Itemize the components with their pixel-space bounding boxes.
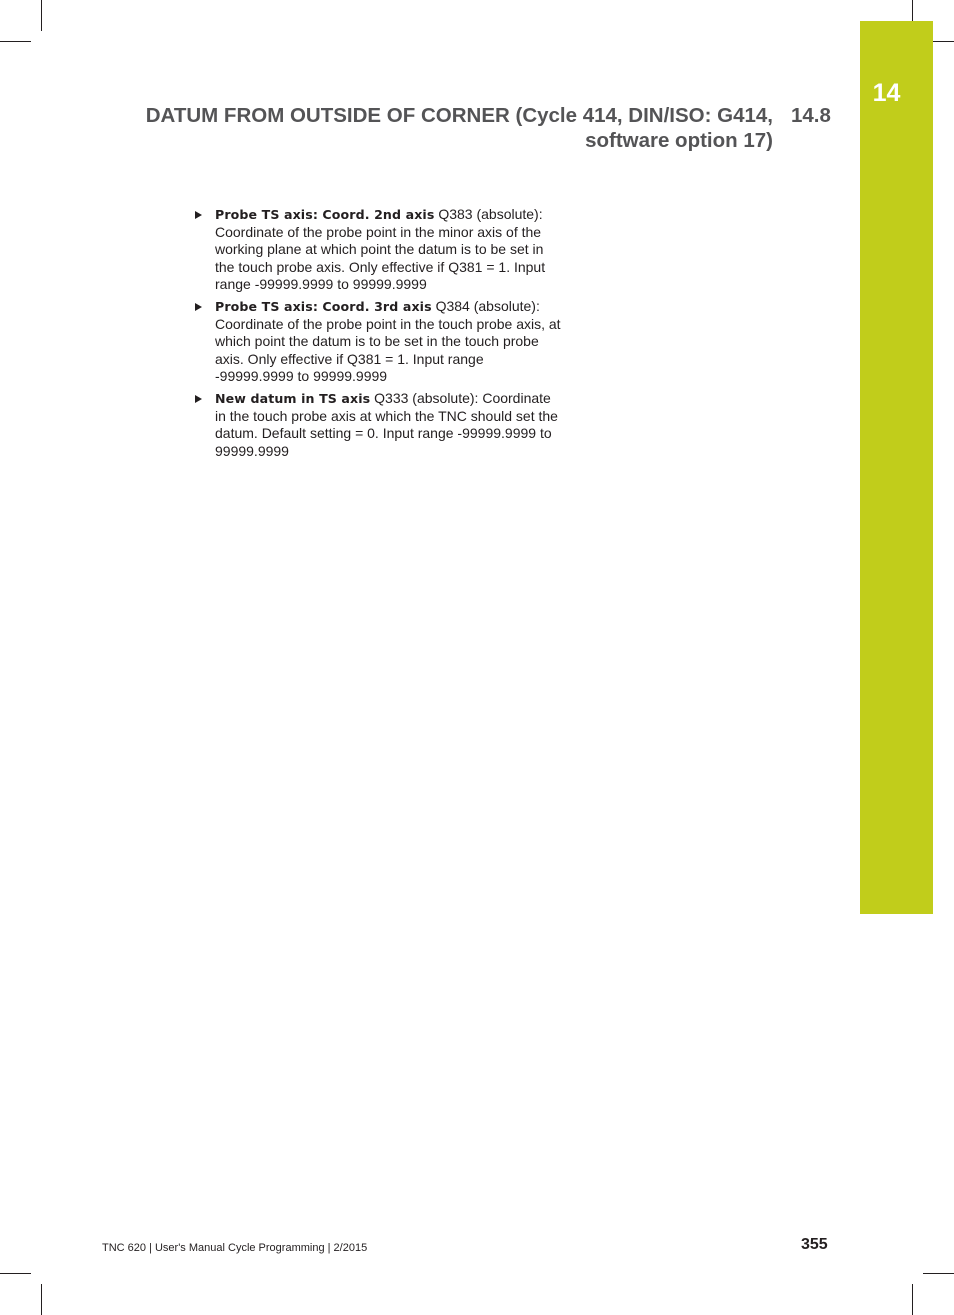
list-item [195,298,565,386]
parameter-name: Probe TS axis: Coord. 2nd axis [215,207,435,222]
crop-mark [912,1284,913,1315]
parameter-name: Probe TS axis: Coord. 3rd axis [215,298,432,314]
page-title-line-1: DATUM FROM OUTSIDE OF CORNER (Cycle 414, DIN/ISO: G414, [145,104,773,127]
crop-mark [0,41,31,42]
page-title-line-2: software option 17) [585,129,773,152]
triangle-bullet-icon [195,395,202,403]
page-number: 355 [801,1236,828,1253]
section-number: 14.8 [791,104,831,127]
chapter-number: 14 [872,79,901,107]
parameter-name: New datum in TS axis [215,390,371,406]
page-title [113,103,773,153]
footer-text: TNC 620 | User's Manual Cycle Programming | 2/2015 [102,1242,368,1254]
triangle-bullet-icon [195,211,202,219]
parameter-description: Q333 (absolute): Coordinate in the touch probe axis at which the TNC should set the datum. Default setting = 0. Input range -99999.9999 to 99999.9999 [215,389,558,459]
crop-mark [0,1273,31,1274]
list-item [195,206,565,294]
parameter-list [195,206,565,464]
parameter-description: Q383 (absolute): Coordinate of the probe point in the minor axis of the working plane at which point the datum is to be set in the touch probe axis. Only effective if Q381 = 1. Input range -99999.9999 to 99999.9999 [215,206,546,293]
crop-mark [41,0,42,31]
list-item [195,390,565,460]
chapter-tab [860,21,933,914]
triangle-bullet-icon [195,303,202,311]
crop-mark [923,1273,954,1274]
crop-mark [41,1284,42,1315]
parameter-description: Q384 (absolute): Coordinate of the probe point in the touch probe axis, at which point the datum is to be set in the touch probe axis. Only effective if Q381 = 1. Input range -99999.9999 to 99999.9999 [215,297,561,385]
